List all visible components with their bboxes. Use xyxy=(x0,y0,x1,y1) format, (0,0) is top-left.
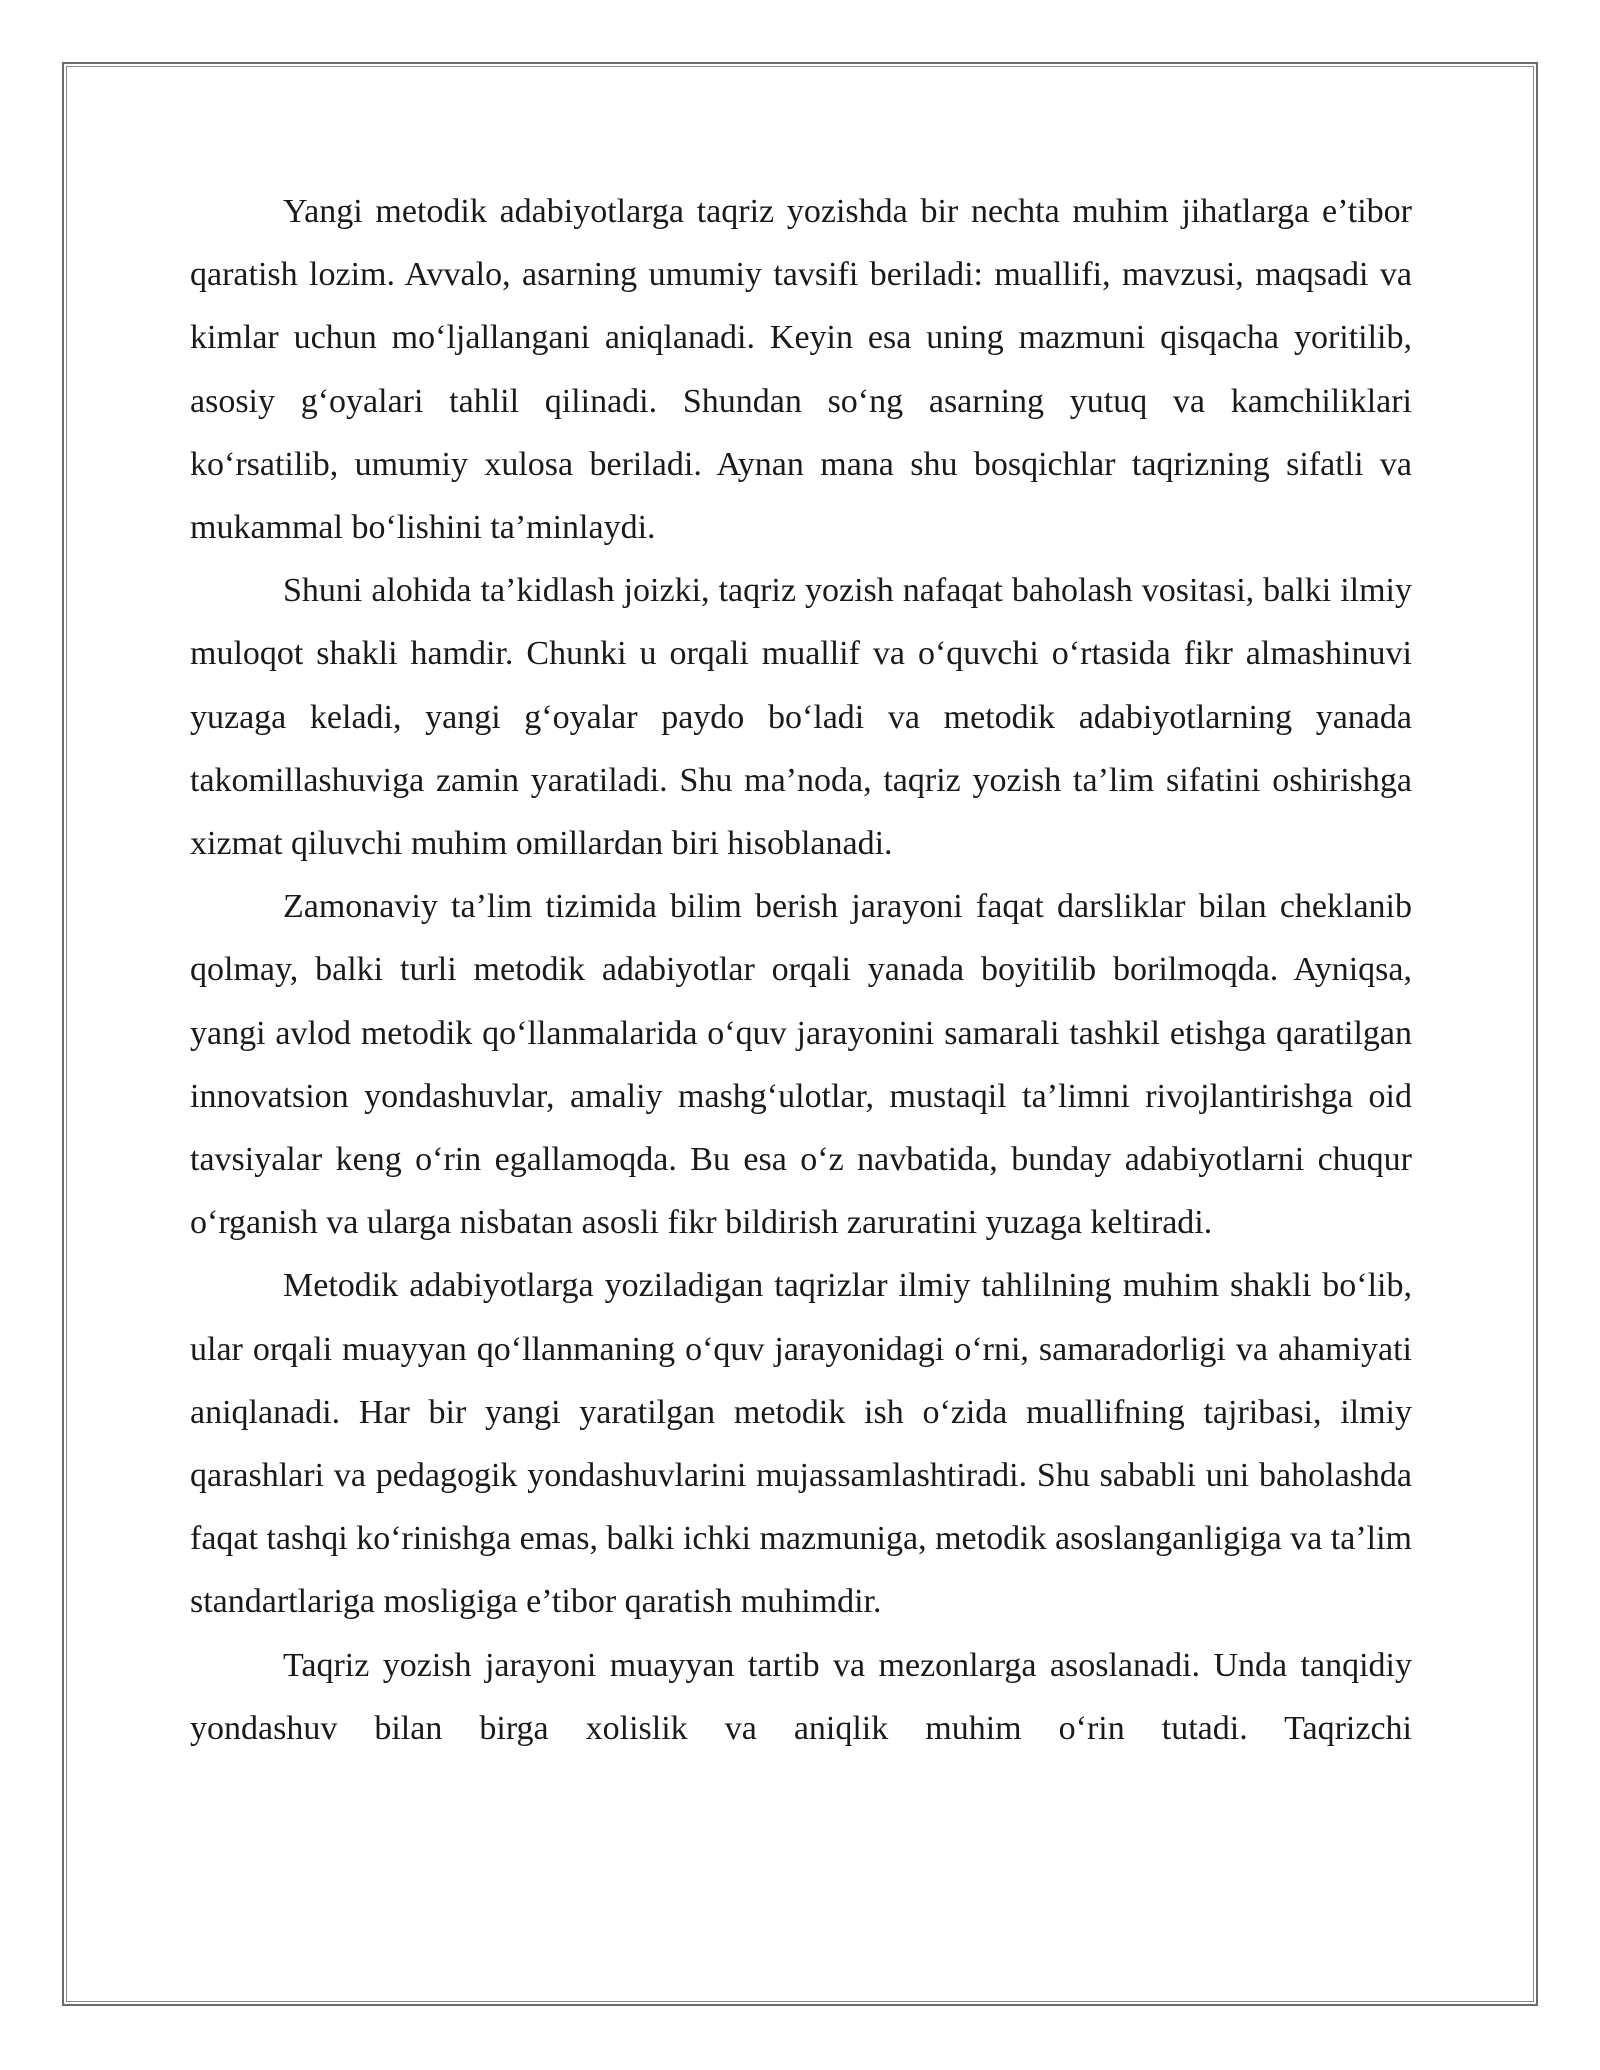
paragraph-3: Zamonaviy ta’lim tizimida bilim berish jarayoni faqat darsliklar bilan cheklanib qolmay, balki turli metodik adabiyotlar orqali yanada boyitilib borilmoqda. Ayniqsa, yangi avlod metodik qo‘llanmalarida o‘quv jarayonini samarali tashkil etishga qaratilgan innovatsion yondashuvlar, amaliy mashg‘ulotlar, mustaqil ta’limni rivojlantirishga oid tavsiyalar keng o‘rin egallamoqda. Bu esa o‘z navbatida, bunday adabiyotlarni chuqur o‘rganish va ularga nisbatan asosli fikr bildirish zaruratini yuzaga keltiradi. xyxy=(190,888,1412,1242)
document-body xyxy=(190,180,1412,1760)
paragraph-1: Yangi metodik adabiyotlarga taqriz yozishda bir nechta muhim jihatlarga e’tibor qaratish lozim. Avvalo, asarning umumiy tavsifi beriladi: muallifi, mavzusi, maqsadi va kimlar uchun mo‘ljallangani aniqlanadi. Keyin esa uning mazmuni qisqacha yoritilib, asosiy g‘oyalari tahlil qilinadi. Shundan so‘ng asarning yutuq va kamchiliklari ko‘rsatilib, umumiy xulosa beriladi. Aynan mana shu bosqichlar taqrizning sifatli va mukammal bo‘lishini ta’minlaydi. xyxy=(190,193,1412,547)
paragraph-4: Metodik adabiyotlarga yoziladigan taqrizlar ilmiy tahlilning muhim shakli bo‘lib, ular orqali muayyan qo‘llanmaning o‘quv jarayonidagi o‘rni, samaradorligi va ahamiyati aniqlanadi. Har bir yangi yaratilgan metodik ish o‘zida muallifning tajribasi, ilmiy qarashlari va pedagogik yondashuvlarini mujassamlashtiradi. Shu sababli uni baholashda faqat tashqi ko‘rinishga emas, balki ichki mazmuniga, metodik asoslanganligiga va ta’lim standartlariga mosligiga e’tibor qaratish muhimdir. xyxy=(190,1267,1412,1621)
paragraph-5: Taqriz yozish jarayoni muayyan tartib va mezonlarga asoslanadi. Unda tanqidiy yondashuv bilan birga xolislik va aniqlik muhim o‘rin tutadi. Taqrizchi xyxy=(190,1646,1412,1747)
paragraph-2: Shuni alohida ta’kidlash joizki, taqriz yozish nafaqat baholash vositasi, balki ilmiy muloqot shakli hamdir. Chunki u orqali muallif va o‘quvchi o‘rtasida fikr almashinuvi yuzaga keladi, yangi g‘oyalar paydo bo‘ladi va metodik adabiyotlarning yanada takomillashuviga zamin yaratiladi. Shu ma’noda, taqriz yozish ta’lim sifatini oshirishga xizmat qiluvchi muhim omillardan biri hisoblanadi. xyxy=(190,572,1412,863)
